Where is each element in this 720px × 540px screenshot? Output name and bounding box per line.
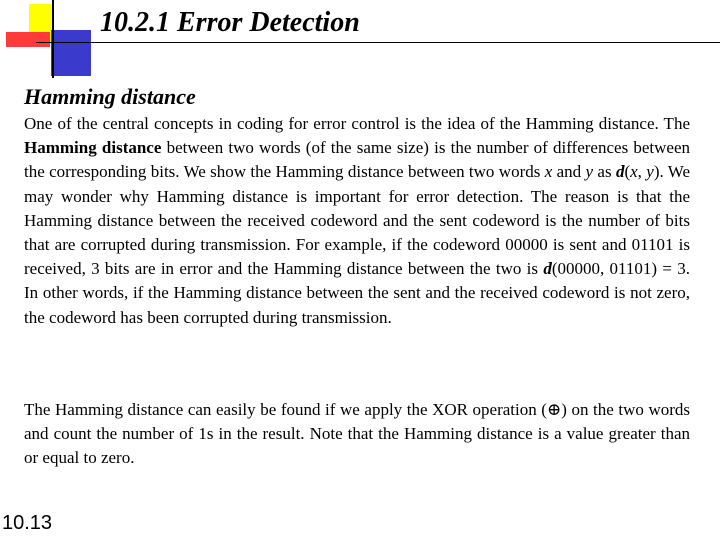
decor-red-block [6,32,50,47]
text-run: and [552,162,586,182]
section-heading: Hamming distance [24,84,196,109]
text-run: (00000, 01101) = 3. In other words, if the Hamming distance between the sent and the received codeword is not zero, the codeword has been corrupted during transmission. [24,259,690,327]
text-run: The Hamming distance can easily be found if we apply the XOR operation ( [24,400,547,419]
xor-symbol: ⊕ [546,400,562,419]
argument-x: x [630,162,638,182]
slide-title: 10.2.1 Error Detection [100,7,360,38]
decor-blue-block [51,30,91,76]
paragraph-xor-method [24,398,690,471]
paragraph-hamming-definition [24,112,690,330]
argument-y: y [646,162,654,182]
term-hamming-distance: Hamming distance [24,138,162,158]
function-d-example: d [543,259,552,279]
variable-y: y [585,162,594,182]
text-run: One of the central concepts in coding for error control is the idea of the Hamming distance. The [24,114,690,133]
text-run: as [593,162,616,182]
text-run: ). We may wonder why Hamming distance is important for error detection. The reason is that the Hamming distance between the received codeword and the sent codeword is the number of bits that are corrupted during transmission. For example, if the codeword 00000 is sent and 01101 is received, 3 bits are in error and the Hamming distance between the two is [24,162,691,279]
text-run: ( [624,162,631,182]
text-run: , [637,162,647,182]
function-d: d [615,162,625,182]
variable-x: x [544,162,553,182]
text-run: between two words (of the same size) is the number of differences between the corresponding bits. We show the Hamming distance between two words [24,138,690,182]
title-underline [36,42,720,43]
page-number: 10.13 [2,512,53,534]
decor-vertical-line [52,0,54,78]
text-run: ) on the two words and count the number of 1s in the result. Note that the Hamming distance is a value greater than or equal to zero. [24,400,690,468]
